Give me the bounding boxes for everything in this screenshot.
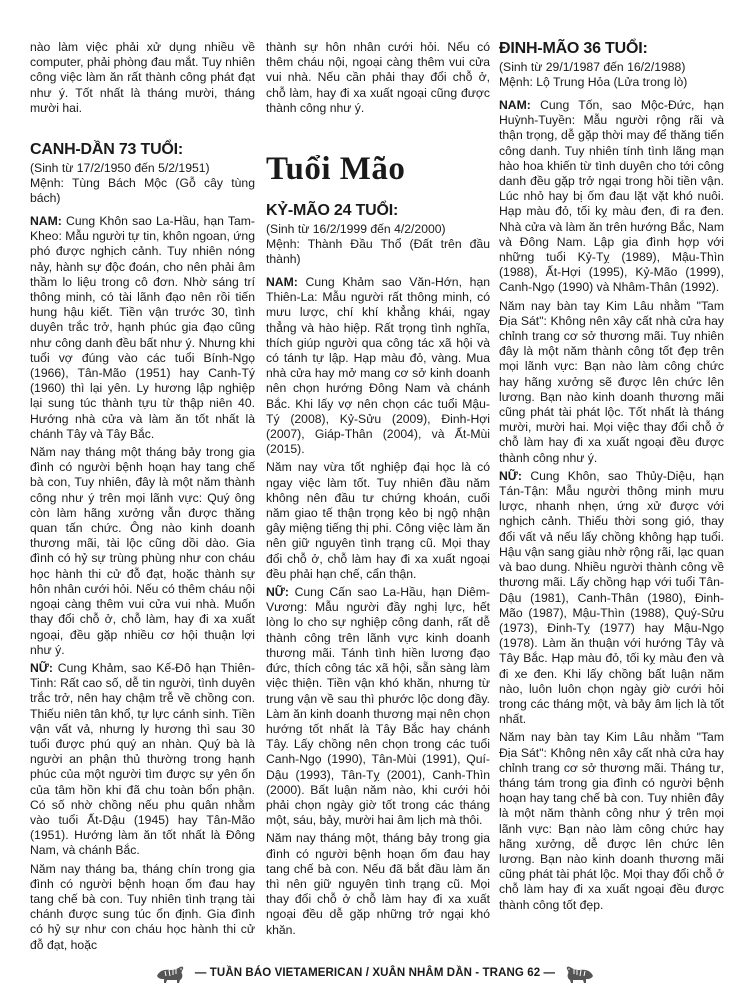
col1-intro: nào làm việc phải xử dụng nhiều về computer, phải phòng đau mắt. Tuy nhiên công việc làm ăn rất thành công phát đạt như ý. Tốt nhất là tháng mười, tháng mười hai.: [30, 40, 255, 115]
section-heading-canh-dan: CANH-DẦN 73 TUỔI:: [30, 141, 184, 159]
menh-line: Mệnh: Lộ Trung Hỏa (Lửa trong lò): [499, 75, 688, 89]
birth-range: (Sinh từ 17/2/1950 đến 5/2/1951): [30, 161, 210, 176]
nam-text: Cung Khảm sao Văn-Hớn, hạn Thiên-La: Mẫu người rất thông minh, có mưu lược, chí khí khẳng khái, ngay thẳng và hào hiệp. Rất trọng tình nghĩa, thích giúp người qua công tác xã hội và có tánh tự lập. Hạp màu đỏ, vàng. Mua nhà cửa hay mở mang cơ sở kinh doanh nên chọn hướng Đông Nam và chánh Bắc. Khi lấy vợ nên chọn các tuổi Mậu-Tý (2008), Kỷ-Sửu (2009), Đinh-Hợi (2007), Giáp-Thân (2004), và Ất-Mùi (2015).: [266, 275, 490, 457]
column-2: [266, 40, 490, 941]
birth-range: (Sinh từ 16/2/1999 đến 4/2/2000): [266, 222, 446, 237]
tiger-icon: [155, 962, 187, 984]
menh-line: Mệnh: Thành Đầu Thổ (Đất trên đầu thành): [266, 237, 490, 267]
nam-paragraph: [30, 214, 255, 442]
col2-intro: thành sự hôn nhân cưới hỏi. Nếu có thêm cháu nội, ngoại càng thêm vui cửa vui nhà. Nếu cần phải thay đổi chỗ ở, chỗ làm, hay đi xa xuất ngoại cũng được thành công như ý.: [266, 40, 490, 115]
nam-text: Cung Tốn, sao Mộc-Đức, hạn Huỳnh-Tuyền: Mẫu người rộng rãi và thận trọng, dễ gặp thời may để thăng tiến công danh. Tuy nhiên tính tình lãng mạn hào hoa khiến từ tình duyên cho tới công danh đều gặp trở ngại trong hồi tiền vận. Lúc nhỏ hay bị ốm đau lặt vặt khó nuôi. Hạp màu đỏ, tối kỵ màu đen, đi ra đen. Nhà cửa và làm ăn trên hướng Bắc, Nam và Đông Nam. Lập gia đình hợp với những tuổi Kỷ-Tỵ (1989), Mậu-Thìn (1988), Ất-Hợi (1995), Kỷ-Mão (1999), Canh-Ngọ (1990) và Nhâm-Thân (1992).: [499, 98, 724, 295]
nam-paragraph-2: Năm nay vừa tốt nghiệp đại học là có ngay việc làm tốt. Tuy nhiên đầu năm không nên đầu tư chứng khoán, cuối năm giao tế thận trọng kẻo bị ngộ nhận gây miệng tiếng thị phi. Công việc làm ăn nên giữ nguyên tình trạng cũ. Mọi thay đổi chỗ ở, chỗ làm hay đi xa xuất ngoại đều phải hạn chế, cẩn thận.: [266, 460, 490, 581]
page-footer: [0, 958, 750, 988]
footer-text: — TUẦN BÁO VIETAMERICAN / XUÂN NHÂM DẦN - TRANG 62 —: [194, 967, 556, 979]
nam-label: NAM:: [266, 275, 298, 290]
column-1: [30, 40, 255, 956]
nu-paragraph-2: Năm nay tháng một, tháng bảy trong gia đình có người bệnh hoạn ốm đau hay tang chế bà con. Nếu đã bắt đầu làm ăn thì nên giữ nguyên tình trạng cũ. Mọi thay đổi chỗ ở chỗ làm hay đi xa xuất ngoại đều dễ gặp những trở ngại khó khăn.: [266, 831, 490, 937]
section-heading-ky-mao: KỶ-MÃO 24 TUỔI:: [266, 202, 399, 220]
nu-label: NỮ:: [266, 585, 289, 600]
nu-paragraph: [499, 469, 724, 727]
nu-text: Cung Khảm, sao Kế-Đô hạn Thiên-Tinh: Rất cao số, dễ tin người, tình duyên trắc trở, nên hay chậm trễ về chồng con. Thiếu niên tân khổ, tự lực cánh sinh. Tiền vận vất vả, nhưng ly hương thì sau 30 tuổi được phú quý an nhàn. Quý bà là người an phận thủ thường trong hạnh phúc của một người tìm được sự yên ổn của tâm hồn khi đã chu toàn bổn phận. Có số nhờ chồng nếu phu quân nhằm vào tuổi Ất-Dậu (1945) hay Tân-Mão (1951). Hướng làm ăn tốt nhất là Đông Nam, và chánh Bắc.: [30, 660, 255, 858]
nam-paragraph-2: Năm nay tháng một tháng bảy trong gia đình có người bệnh hoạn hay tang chế bà con, Tuy nhiên, đây là một năm thành công như ý trên mọi lãnh vực: Quý ông còn làm hãng xưởng vẫn được thăng quan tấn chức. Ông nào kinh doanh thương mãi, tài lộc cũng dồi dào. Gia đình có hỷ sự trùng phùng như con cháu học hành thi cử đỗ đạt, hoặc thành sự hôn nhân cưới hỏi. Nếu có thêm cháu nội ngoại càng thêm vui cửa vui nhà. Muốn thay đổi chỗ ở, chỗ làm, hay đi xa xuất ngoại, đều gặp nhiều cơ hội thuận lợi như ý.: [30, 445, 255, 657]
nam-text: Cung Khôn sao La-Hầu, hạn Tam-Kheo: Mẫu người tự tin, khôn ngoan, ứng phó được nghịch cảnh. Tuy nhiên nóng nảy, hành sự độc đoán, cho nên phải âm thầm lo liệu trong cô đơn. Nhờ sáng trí thông minh, có tài lãnh đạo nên rồi tiến hung hậu kiết. Tiền vận trước 30, tình duyên trắc trở, hạnh phúc gia đạo cũng như công danh đều bất như ý. Nhưng khi tuổi vợ đúng vào các tuổi Bính-Ngọ (1966), Tân-Mão (1951) hay Canh-Tý (1960) thì lại yên. Ly hương lập nghiệp lại sung túc thành tựu từ thập niên 40. Hướng nhà cửa và làm ăn tốt nhất là chánh Tây và Tây Bắc.: [30, 214, 255, 441]
nam-label: NAM:: [30, 214, 62, 229]
nu-paragraph-2: Năm nay bàn tay Kim Lâu nhằm "Tam Địa Sát": Không nên xây cất nhà cửa hay chỉnh trang cơ sở thương mãi. Tháng tư, tháng tám trong gia đình có người bệnh hoạn hay tang chế bà con. Tuy nhiên đây là một năm thành công như ý trên mọi lãnh vực: Bạn nào làm công chức hay hãng xưởng, dễ được lên chức lên lương. Bạn nào kinh doanh thương mãi cũng phát tài phát lộc. Mọi thay đổi chỗ ở chỗ làm hay đi xa xuất ngoại đều được thành công tốt đẹp.: [499, 730, 724, 912]
nam-paragraph: [266, 275, 490, 457]
nu-paragraph: [30, 661, 255, 859]
menh-line: Mệnh: Tùng Bách Mộc (Gỗ cây tùng bách): [30, 176, 255, 206]
nu-text: Cung Khôn, sao Thủy-Diệu, hạn Tán-Tận: Mẫu người thông minh mưu lược, nhanh nhẹn, ứng xử được với nghịch cảnh. Thiếu thời song gió, thay đổi vất vả nếu lấy chồng không hạp tuổi. Hậu vận sang giàu nhờ rộng rãi, lạc quan và bao dung. Nhiều người thành công về thương mãi. Lấy chồng hạp với tuổi Tân-Dậu (1981), Canh-Thân (1980), Đinh-Mão (1987), Mậu-Thìn (1988), Quý-Sửu (1973), Đinh-Tỵ (1977) hay Mậu-Ngọ (1978). Làm ăn thuận với hướng Tây và Tây Bắc. Hạp màu đỏ, tối kỵ màu đen và đi xe đen. Khi lấy chồng bất luận năm nào, luôn luôn chọn ngày giờ cưới hỏi trong các tháng một, và bảy âm lịch là tốt nhất.: [499, 468, 724, 727]
nu-paragraph: [266, 585, 490, 828]
column-3: [499, 40, 724, 916]
nam-label: NAM:: [499, 98, 531, 112]
nu-label: NỮ:: [499, 468, 522, 483]
section-heading-dinh-mao: ĐINH-MÃO 36 TUỔI:: [499, 40, 648, 57]
nam-paragraph-2: Năm nay bàn tay Kim Lâu nhằm "Tam Địa Sát": Không nên xây cất nhà cửa hay chỉnh trang cơ sở thương mãi. Tuy nhiên đây là một năm thành công tốt đẹp trên mọi lãnh vực: Bạn nào làm công chức hay hãng xưởng sẽ được lên chức lên lương. Bạn nào kinh doanh thương mãi cũng phát tài phát lộc. Tốt nhất là tháng mười, mười hai. Mọi việc thay đổi chỗ ở chỗ làm hay đi xa xuất ngoại đều được thành công như ý.: [499, 298, 724, 465]
nu-text: Cung Cấn sao La-Hầu, hạn Diêm-Vương: Mẫu người đầy nghị lực, hết lòng lo cho sự nghiệp công danh, rất dễ thành công trên lãnh vực kinh doanh thương mãi. Tánh tình hiền lương đạo đức, thích công tác xã hội, sẵn sàng làm việc thiện. Tiền vận khó khăn, nhưng từ trung vận về sau thì phước lộc dong đầy. Làm ăn kinh doanh thương mại nên chọn hướng tốt nhất là Tây Bắc hay chánh Tây. Lấy chồng nên chọn trong các tuổi Canh-Ngọ (1990), Tân-Mùi (1991), Quí-Dậu (1993), Tân-Tỵ (2001), Canh-Thìn (2000). Bất luận năm nào, khi cưới hỏi phải chọn ngày giờ tốt trong các tháng một, sáu, bảy, mười hai âm lịch mà thôi.: [266, 585, 490, 828]
section-title-tuoi-mao: Tuổi Mão: [266, 151, 406, 188]
tiger-icon: [563, 962, 595, 984]
nu-paragraph-2: Năm nay tháng ba, tháng chín trong gia đình có người bệnh hoạn ốm đau hay tang chế bà con. Tuy nhiên tình trạng tài chánh được sung túc ổn định. Gia đình có hỷ sự như con cháu học hành thi cử đỗ đạt, hoặc: [30, 861, 255, 952]
birth-range: (Sinh từ 29/1/1987 đến 16/2/1988): [499, 60, 686, 74]
nam-paragraph: [499, 98, 724, 296]
nu-label: NỮ:: [30, 660, 53, 675]
